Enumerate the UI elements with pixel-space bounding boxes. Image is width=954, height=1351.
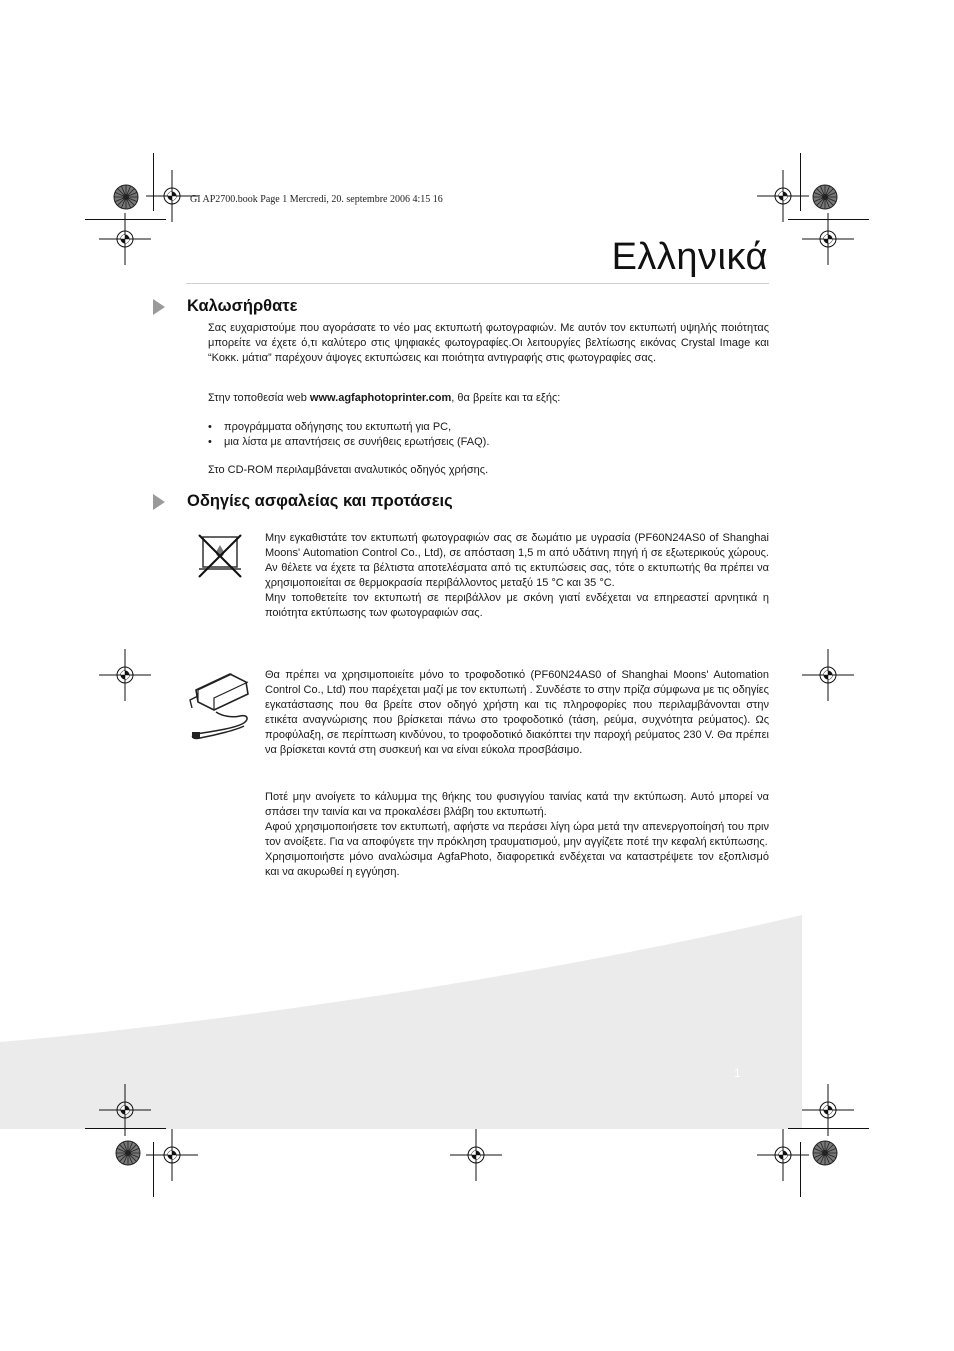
bullet-item: • προγράμματα οδήγησης του εκτυπωτή για PC, <box>208 421 452 433</box>
website-line <box>208 391 769 406</box>
section-arrow-icon <box>153 299 165 315</box>
registration-mark-icon <box>802 649 854 701</box>
welcome-paragraph: Σας ευχαριστούμε που αγοράσατε το νέο μας εκτυπωτή φωτογραφιών. Με αυτόν τον εκτυπωτή υψηλής ποιότητας μπορείτε να έχετε ό,τι καλύτερο στις ψηφιακές φωτογραφίες.Οι λειτουργίες βελτίωσης εικόνας Crystal Image και “Κοκκ. μάτια” παρέχουν άψογες εκτυπώσεις και ποιότητα αντιγραφής στις φωτογραφίες σας. <box>208 322 769 364</box>
website-suffix: , θα βρείτε και τα εξής: <box>451 392 561 404</box>
starburst-target-icon <box>813 1141 837 1165</box>
registration-mark-icon <box>802 213 854 265</box>
starburst-target-icon <box>116 1141 140 1165</box>
language-title: Ελληνικά <box>611 236 768 278</box>
website-link[interactable]: www.agfaphotoprinter.com <box>309 392 452 404</box>
starburst-target-icon <box>813 185 837 209</box>
starburst-target-icon <box>114 185 138 209</box>
safety-heading: Οδηγίες ασφαλείας και προτάσεις <box>187 492 453 510</box>
registration-mark-icon <box>99 213 151 265</box>
safety-block-ribbon: Ποτέ μην ανοίγετε το κάλυμμα της θήκης του φυσιγγίου ταινίας κατά την εκτύπωση. Αυτό μπορεί να σπάσει την ταινία και να προκαλέσει βλάβη του εκτυπωτή. Αφού χρησιμοποιήσετε τον εκτυπωτή, αφήστε να περάσει λίγη ώρα μετά την απενεργοποίησή του πριν τον ανοίξετε. Για να αποφύγετε την πρόκληση τραυματισμού, μην αγγίζετε ποτέ την κεφαλή εκτύπωσης. Χρησιμοποιήστε μόνο αναλώσιμα AgfaPhoto, διαφορετικά ενδέχεται να καταστρέψετε τον εξοπλισμό και να ακυρωθεί η εγγύηση. <box>265 791 769 878</box>
book-info-line: GI AP2700.book Page 1 Mercredi, 20. septembre 2006 4:15 16 <box>190 194 443 205</box>
section-arrow-icon <box>153 494 165 510</box>
bullet-item: • μια λίστα με απαντήσεις σε συνήθεις ερωτήσεις (FAQ). <box>208 436 490 448</box>
page-number: 1 <box>734 1066 741 1080</box>
cdrom-line: Στο CD-ROM περιλαμβάνεται αναλυτικός οδηγός χρήσης. <box>208 464 489 476</box>
no-humid-room-icon <box>197 533 243 579</box>
power-adapter-icon <box>186 668 256 742</box>
website-prefix: Στην τοποθεσία web <box>208 392 310 404</box>
registration-mark-icon <box>802 1084 854 1136</box>
registration-mark-icon <box>99 1084 151 1136</box>
safety-block-adapter: Θα πρέπει να χρησιμοποιείτε μόνο το τροφοδοτικό (PF60N24AS0 of Shanghai Moons' Automation Control Co., Ltd) που παρέχεται μαζί με τον εκτυπωτή . Συνδέστε το στην πρίζα σύμφωνα με τις οδηγίες εγκατάστασης που θα βρείτε στον οδηγό χρήστη και τις πληροφορίες που περιλαμβάνονται στην ετικέτα αναγνώρισης που βρίσκεται πάνω στο τροφοδοτικό (τάση, ρεύμα, συχνότητα ρεύματος). Ως προφύλαξη, σε περίπτωση κινδύνου, το τροφοδοτικό διακόπτει την παροχή ρεύματος 230 V. Θα πρέπει να βρίσκεται κοντά στη συσκευή και να είναι εύκολα προσβάσιμο. <box>265 669 769 756</box>
registration-mark-icon <box>450 1129 502 1181</box>
registration-mark-icon <box>757 170 809 222</box>
registration-mark-icon <box>99 649 151 701</box>
registration-mark-icon <box>757 1129 809 1181</box>
safety-block-humidity: Μην εγκαθιστάτε τον εκτυπωτή φωτογραφιών σας σε δωμάτιο με υγρασία (PF60N24AS0 of Shanghai Moons' Automation Control Co., Ltd), σε απόσταση 1,5 m από υδάτινη πηγή ή σε εξωτερικούς χώρους. Αν θέλετε να έχετε τα βέλτιστα αποτελέσματα από τις εκτυπώσεις σας, τότε ο εκτυπωτής θα πρέπει να χρησιμοποιείται σε θερμοκρασία περιβάλλοντος μεταξύ 15 °C και 35 °C. Μην τοποθετείτε τον εκτυπωτή σε περιβάλλον με σκόνη γιατί ενδέχεται να επηρεαστεί αρνητικά η ποιότητα εκτύπωσης των φωτογραφιών σας. <box>265 532 769 619</box>
header-divider <box>186 283 769 284</box>
welcome-heading: Καλωσήρθατε <box>187 297 298 315</box>
registration-mark-icon <box>146 1129 198 1181</box>
